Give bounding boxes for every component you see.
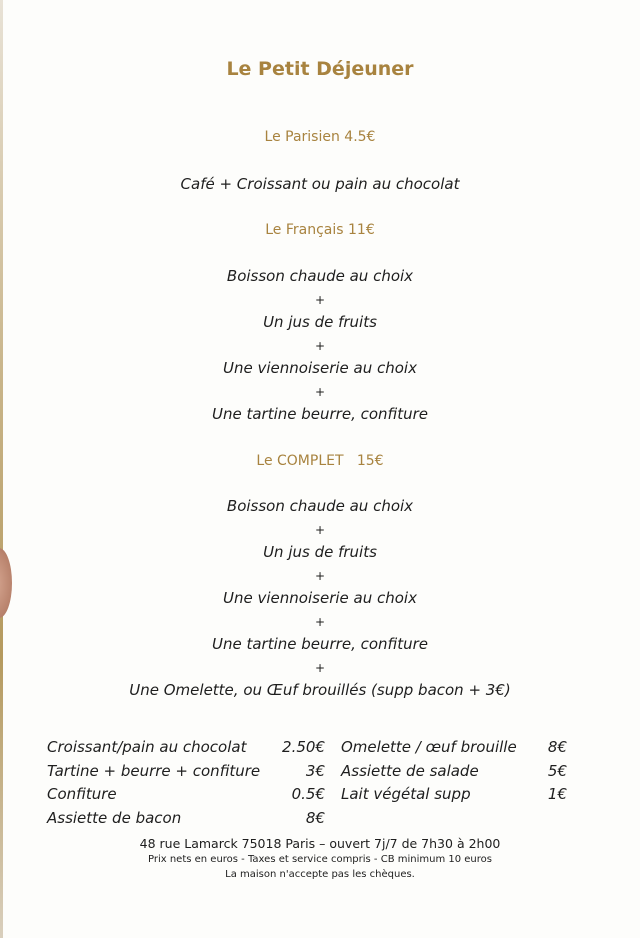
extra-price: 5€ bbox=[547, 761, 567, 780]
plus-separator: + bbox=[314, 569, 326, 583]
extra-row bbox=[47, 809, 325, 833]
formula-item: Café + Croissant ou pain au chocolat bbox=[180, 175, 460, 193]
formula-item: Une tartine beurre, confiture bbox=[211, 405, 429, 423]
footer-prices-note: Prix nets en euros - Taxes et service compris - CB minimum 10 euros bbox=[147, 854, 492, 865]
extra-name: Lait végétal supp bbox=[341, 785, 471, 803]
formula-item: Une tartine beurre, confiture bbox=[211, 635, 429, 653]
extra-price: 3€ bbox=[305, 761, 325, 780]
extra-row bbox=[341, 762, 567, 786]
extra-row bbox=[47, 738, 325, 762]
extra-name: Tartine + beurre + confiture bbox=[47, 761, 261, 780]
formula-item: Une Omelette, ou Œuf brouillés (supp bacon + 3€) bbox=[129, 681, 511, 699]
extra-name: Omelette / œuf brouille bbox=[341, 738, 517, 756]
formula-item: Boisson chaude au choix bbox=[226, 267, 414, 285]
formula-item: Boisson chaude au choix bbox=[226, 497, 414, 515]
formula-item: Une viennoiserie au choix bbox=[223, 359, 417, 377]
extra-row bbox=[47, 762, 325, 786]
plus-separator: + bbox=[314, 523, 326, 537]
extra-price: 8€ bbox=[305, 808, 325, 827]
plus-separator: + bbox=[314, 661, 326, 675]
extras-list-left bbox=[47, 738, 325, 832]
extra-price: 8€ bbox=[547, 738, 567, 756]
extra-name: Assiette de bacon bbox=[47, 808, 182, 827]
formula-item: Un jus de fruits bbox=[263, 313, 377, 331]
extra-name: Confiture bbox=[47, 785, 117, 803]
extra-row bbox=[341, 785, 567, 809]
footer-address: 48 rue Lamarck 75018 Paris – ouvert 7j/7 de 7h30 à 2h00 bbox=[139, 836, 501, 851]
extra-price: 2.50€ bbox=[282, 738, 325, 756]
formula-title-francais: Le Français 11€ bbox=[265, 222, 375, 238]
footer-cheques-note: La maison n'accepte pas les chèques. bbox=[225, 869, 415, 880]
extra-row bbox=[47, 785, 325, 809]
formula-item: Un jus de fruits bbox=[263, 543, 377, 561]
extra-row bbox=[341, 738, 567, 762]
plus-separator: + bbox=[314, 293, 326, 307]
formula-title-complet: Le COMPLET 15€ bbox=[256, 453, 384, 469]
extra-name: Assiette de salade bbox=[341, 761, 479, 780]
extra-price: 0.5€ bbox=[291, 785, 325, 803]
plus-separator: + bbox=[314, 385, 326, 399]
extra-price: 1€ bbox=[547, 785, 567, 803]
formula-title-parisien: Le Parisien 4.5€ bbox=[264, 129, 376, 145]
extras-list-right bbox=[341, 738, 567, 809]
plus-separator: + bbox=[314, 615, 326, 629]
plus-separator: + bbox=[314, 339, 326, 353]
extra-name: Croissant/pain au chocolat bbox=[47, 738, 247, 756]
menu-title: Le Petit Déjeuner bbox=[226, 58, 414, 80]
formula-item: Une viennoiserie au choix bbox=[223, 589, 417, 607]
